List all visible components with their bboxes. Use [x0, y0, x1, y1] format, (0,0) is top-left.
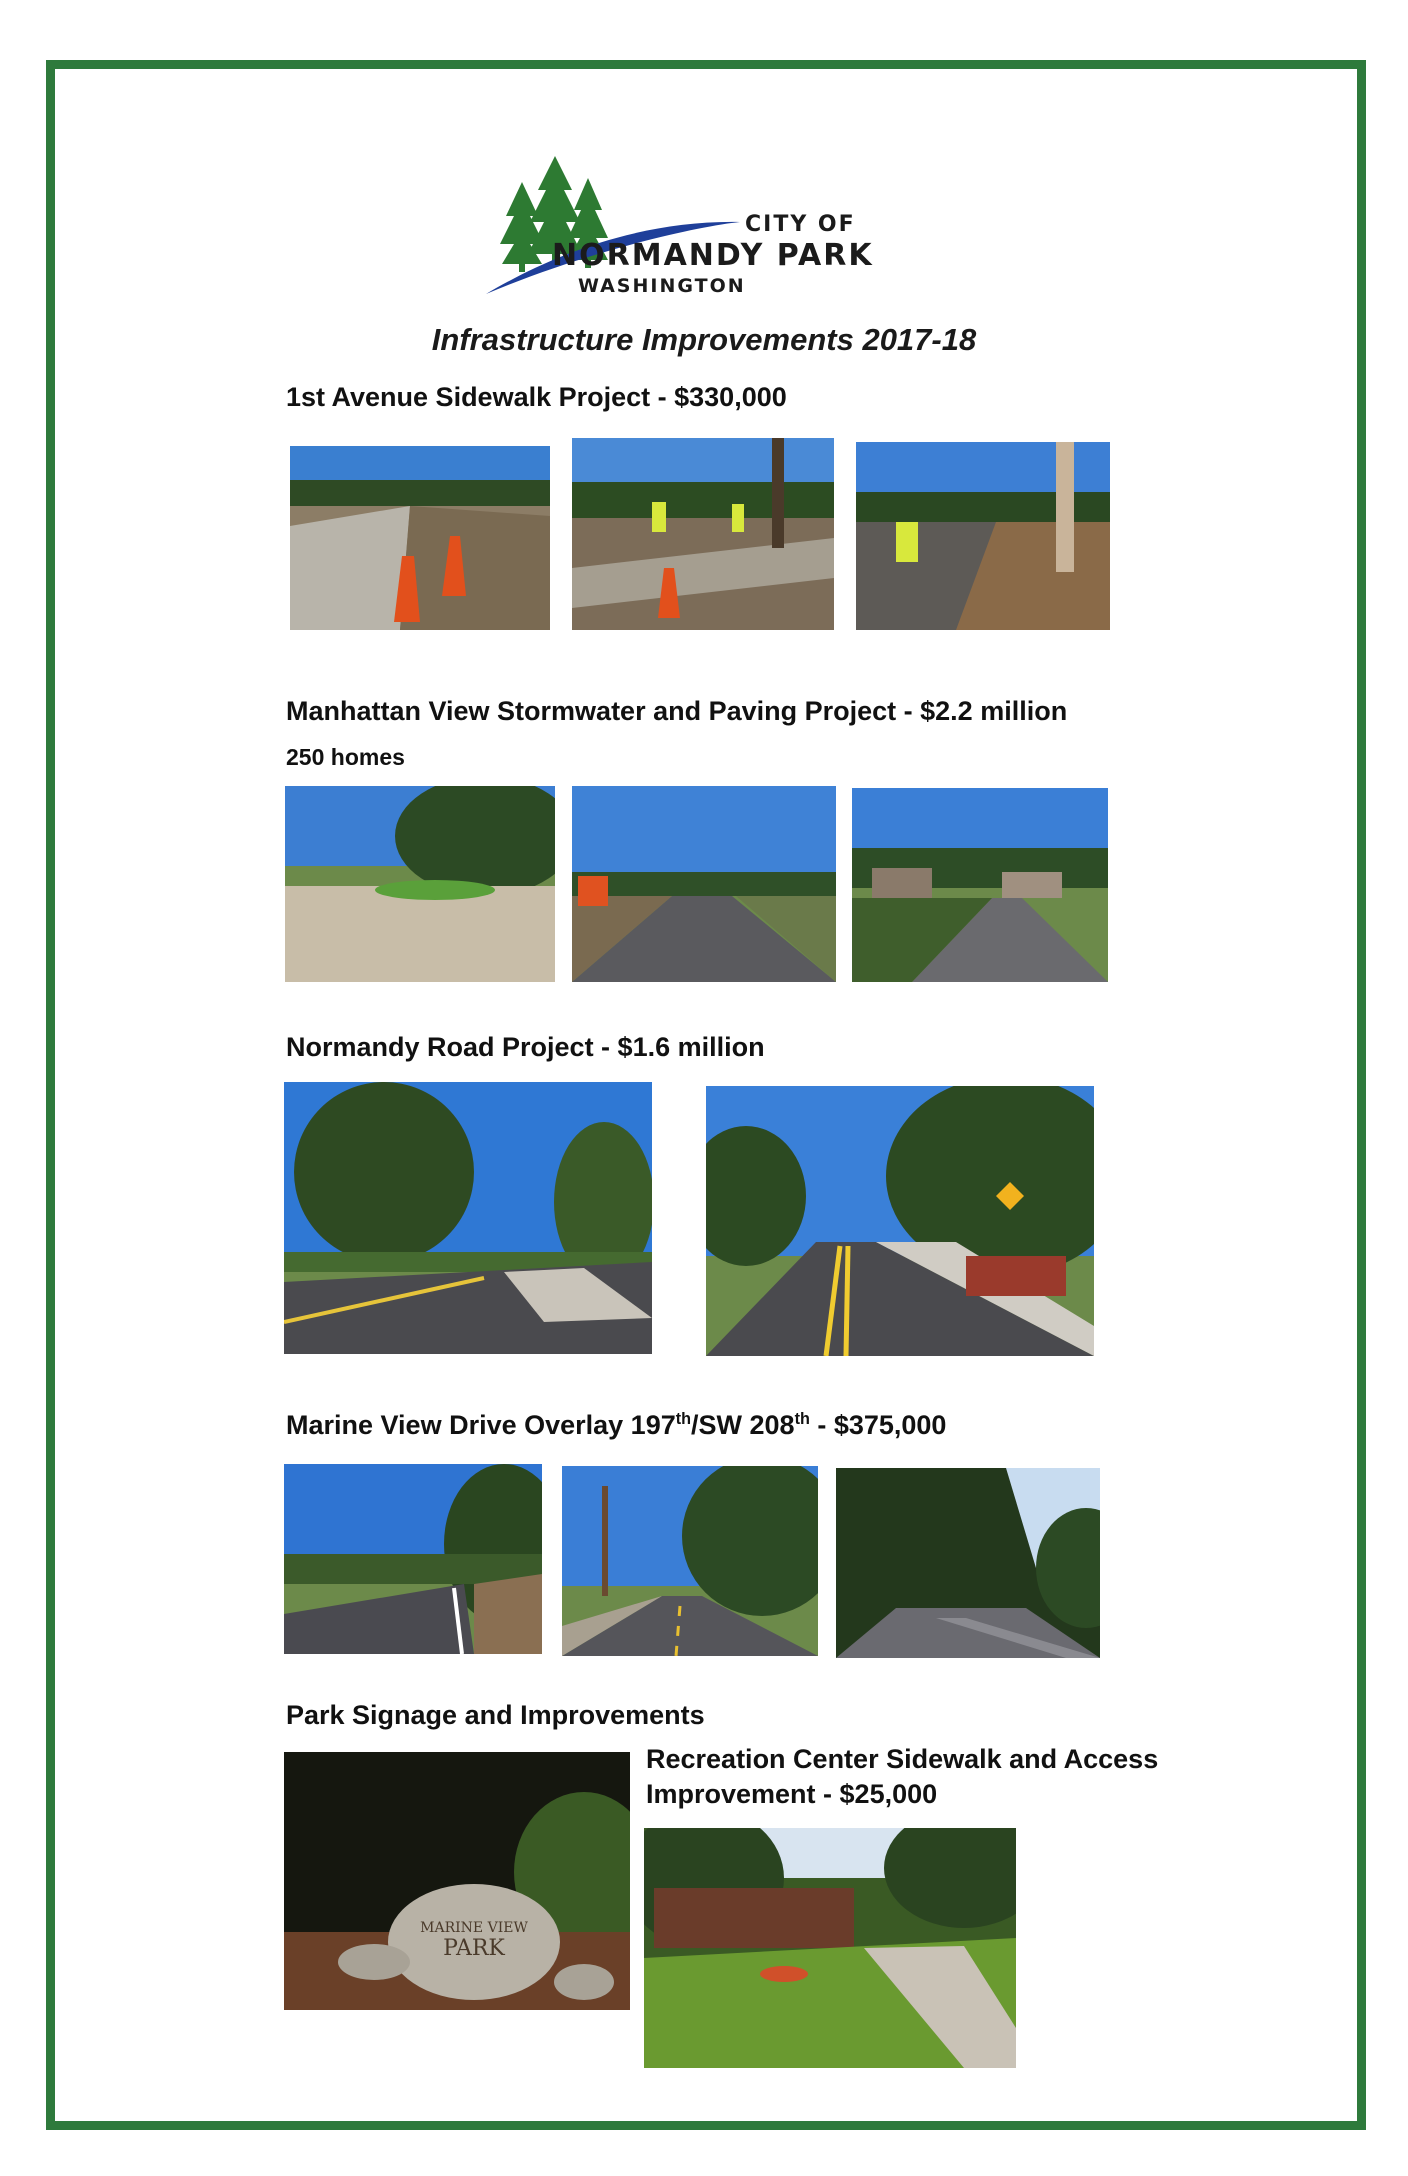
heading-line1: Recreation Center Sidewalk and Access: [646, 1744, 1159, 1774]
heading-part: - $375,000: [809, 1410, 947, 1440]
photo-normandy-road-intersection: [284, 1082, 652, 1354]
section-heading-park-signage: Park Signage and Improvements: [286, 1700, 705, 1730]
photo-manhattan-residential-street: [852, 788, 1108, 982]
photo-recreation-center-lawn: [644, 1828, 1016, 2068]
park-sign-line2: PARK: [443, 1936, 505, 1961]
photo-marine-view-shaded: [836, 1468, 1100, 1658]
logo-state: WASHINGTON: [578, 275, 746, 297]
photo-manhattan-dirt-road: [285, 786, 555, 982]
section-note-homes: 250 homes: [286, 744, 405, 770]
section-heading-manhattan-view: Manhattan View Stormwater and Paving Project - $2.2 million: [286, 696, 1068, 726]
heading-part: Marine View Drive Overlay 197: [286, 1410, 676, 1440]
heading-part: /SW 208: [691, 1410, 795, 1440]
heading-sup: th: [675, 1410, 692, 1428]
park-sign-line1: MARINE VIEW: [420, 1920, 528, 1936]
photo-marine-view-curve: [284, 1464, 542, 1654]
logo-city-of: CITY OF: [745, 212, 856, 237]
heading-line2: Improvement - $25,000: [646, 1779, 938, 1809]
section-heading-marine-view-drive: [286, 1410, 946, 1441]
photo-marine-view-park-sign: [284, 1752, 630, 2010]
document-title: Infrastructure Improvements 2017-18: [431, 322, 977, 357]
section-heading-1st-avenue: 1st Avenue Sidewalk Project - $330,000: [286, 382, 787, 412]
photo-1st-ave-excavation: [856, 442, 1110, 630]
park-sign-text: [384, 1920, 564, 1961]
logo-city-name: NORMANDY PARK: [552, 238, 874, 273]
heading-sup: th: [794, 1410, 810, 1428]
photo-normandy-road-centerline: [706, 1086, 1094, 1356]
section-heading-recreation-center: [646, 1744, 1158, 1810]
photo-marine-view-straight: [562, 1466, 818, 1656]
photo-1st-ave-sidewalk-cones: [290, 446, 550, 630]
photo-manhattan-paved-road: [572, 786, 836, 982]
photo-1st-ave-workers: [572, 438, 834, 630]
section-heading-normandy-road: Normandy Road Project - $1.6 million: [286, 1032, 765, 1062]
